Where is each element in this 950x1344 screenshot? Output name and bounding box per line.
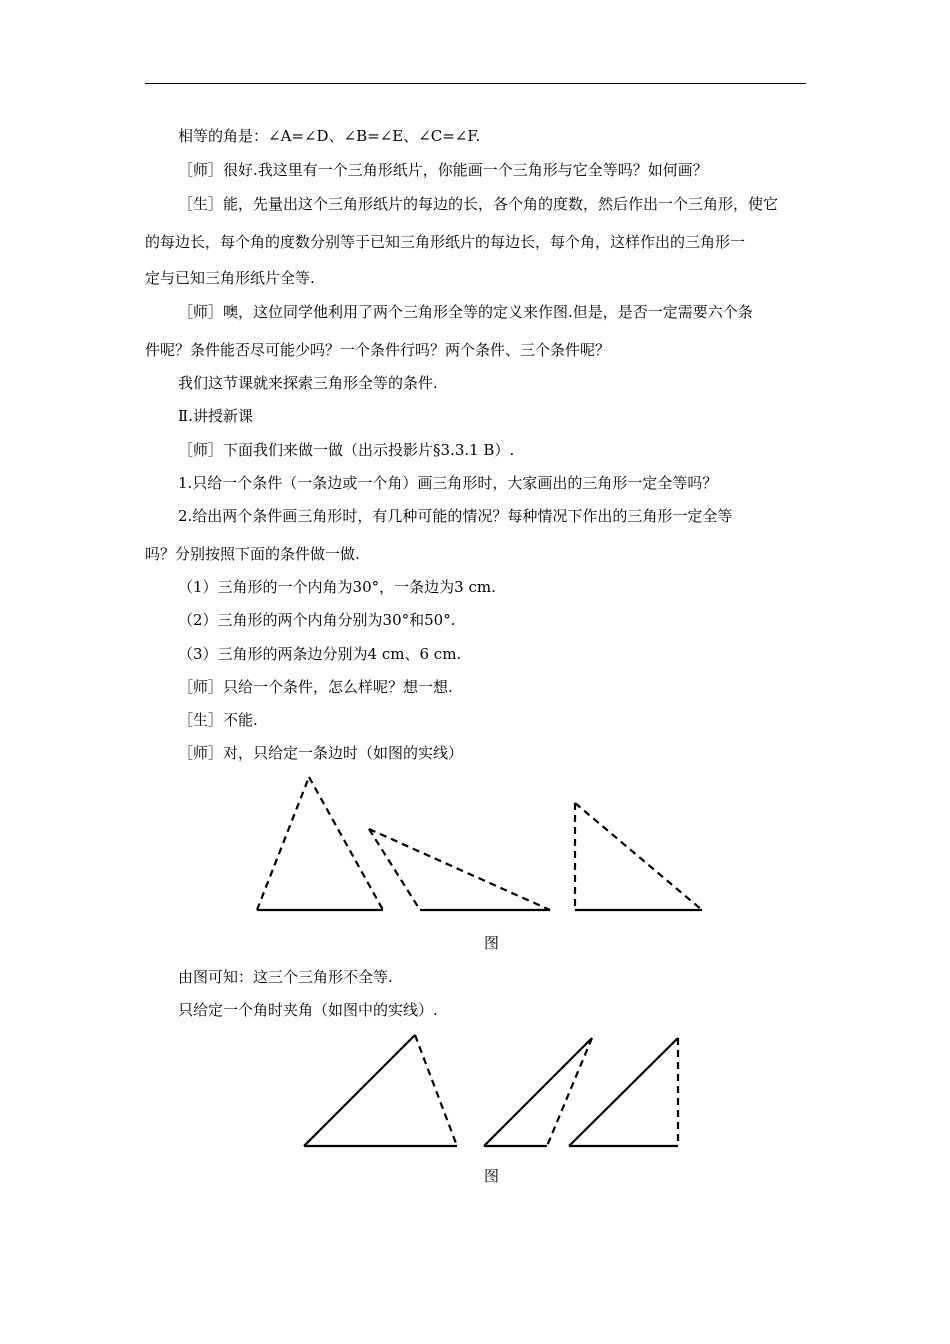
triangle-b xyxy=(484,1038,592,1146)
dashed-side xyxy=(415,1035,457,1146)
figure-caption: 图 xyxy=(484,1167,500,1185)
text-line: （3）三角形的两条边分别为4 cm、6 cm. xyxy=(178,645,462,663)
text-line: 2.给出两个条件画三角形时，有几种可能的情况？每种情况下作出的三角形一定全等 xyxy=(178,507,733,525)
dashed-side xyxy=(257,777,309,910)
triangle-b xyxy=(369,829,550,910)
triangle-a xyxy=(257,777,383,910)
text-line: 定与已知三角形纸片全等. xyxy=(145,269,315,287)
dashed-side xyxy=(575,803,702,910)
figure-caption: 图 xyxy=(484,934,500,952)
text-line: 吗？分别按照下面的条件做一做. xyxy=(145,545,360,563)
dashed-side xyxy=(369,829,550,910)
text-line: ［师］噢，这位同学他利用了两个三角形全等的定义来作图.但是，是否一定需要六个条 xyxy=(178,303,753,321)
text-line: 由图可知：这三个三角形不全等. xyxy=(178,968,393,986)
text-line: ［师］只给一个条件，怎么样呢？想一想. xyxy=(178,678,453,696)
triangle-c xyxy=(575,803,702,910)
dashed-side xyxy=(309,777,383,910)
solid-side xyxy=(484,1038,592,1146)
text-line: ［师］对，只给定一条边时（如图的实线） xyxy=(178,744,464,762)
text-line: 相等的角是：∠A=∠D、∠B=∠E、∠C=∠F. xyxy=(178,127,481,145)
header-rule xyxy=(145,83,806,84)
text-line: 1.只给一个条件（一条边或一个角）画三角形时，大家画出的三角形一定全等吗？ xyxy=(178,474,718,492)
figure-triangles-one-angle xyxy=(0,1026,950,1156)
text-line: （1）三角形的一个内角为30°，一条边为3 cm. xyxy=(178,578,496,596)
text-line: ［生］能，先量出这个三角形纸片的每边的长，各个角的度数，然后作出一个三角形，使它 xyxy=(178,195,779,213)
text-line: （2）三角形的两个内角分别为30°和50°. xyxy=(178,611,456,629)
solid-side xyxy=(304,1035,415,1146)
text-line: 件呢？条件能否尽可能少吗？一个条件行吗？两个条件、三个条件呢？ xyxy=(145,341,611,359)
triangle-a xyxy=(304,1035,457,1146)
text-line: ［师］很好.我这里有一个三角形纸片，你能画一个三角形与它全等吗？如何画？ xyxy=(178,161,708,179)
text-line: ［师］下面我们来做一做（出示投影片§3.3.1 B）. xyxy=(178,441,515,459)
text-line: 只给定一个角时夹角（如图中的实线）. xyxy=(178,1001,438,1019)
section-heading: Ⅱ.讲授新课 xyxy=(178,407,253,425)
text-line: 的每边长，每个角的度数分别等于已知三角形纸片的每边长，每个角，这样作出的三角形一 xyxy=(145,233,746,251)
text-line: 我们这节课就来探索三角形全等的条件. xyxy=(178,374,438,392)
figure-triangles-one-side xyxy=(0,770,950,920)
text-line: ［生］不能. xyxy=(178,711,258,729)
